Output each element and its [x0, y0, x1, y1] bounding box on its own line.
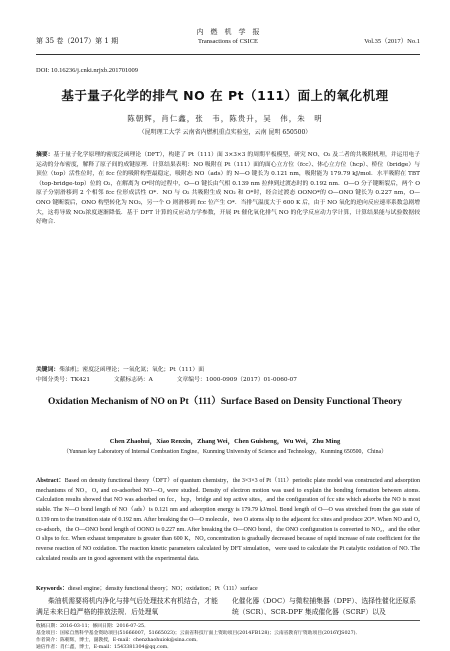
affiliation-en: （Yunnan key Laboratory of Internal Combustion Engine，Kunming University of Science and Technology，Kunming 650500，China） — [63, 449, 387, 455]
header-journal-cn: 内 燃 机 学 报 — [196, 28, 260, 36]
authors-cn: 陈朝辉，肖仁鑫，张 韦，陈贵升，吴 伟，朱 明 — [127, 114, 323, 123]
abstract-en — [36, 477, 420, 564]
header-issue-en: Vol.35（2017）No.1 — [364, 38, 420, 45]
article-number: 文章编号：1000-0909（2017）01-0060-07 — [176, 377, 297, 383]
abstract-en-text: Based on density functional theory（DFT）of quantum chemistry，the 3×3×3 of Pt（111）periodic plate model was constructed and adsorption mechanisms of NO，O₂ and co-adsorbed NO—O₂ were studied. Density of electron motion was used to explain the bonding formation between atoms. Calculation results showed that NO was adsorbed on fcc，hcp，bridge and top active sites，and the configuration of fcc site which adsorbs the NO is most stable. The N—O bond length of NO（ads）is 0.121 nm and adsorption energy is 179.79 kJ/mol. Bond length of O—O was stretched from the gas state of 0.139 nm to the transition state of 0.192 nm. After breaking the O—O molecule，two O atoms slip to the adjacent fcc sites and produce 2O*. When NO and O₂ co-adsorb，the O—ONO bond length of OONO is 0.227 nm. After breaking the O—ONO bond，the ONO configuration is converted to NO₂，and the other O slips to fcc. When exhaust temperature is greater than 600 K，NO₂ concentration is gradually decreased because of rapid increase of rate coefficient for the reverse reaction of NO oxidation. The reaction kinetic parameters calculated by DFT simulation，were used to calculate the Pt catalytic oxidation of NO. The calculated results are in good agreement with the experimental data. — [36, 478, 421, 562]
affiliation-cn: （昆明理工大学 云南省内燃机重点实验室，云南 昆明 650500） — [138, 129, 312, 136]
running-header — [36, 14, 420, 55]
abstract-cn — [36, 151, 420, 228]
clc-number: 中图分类号：TK421 — [36, 377, 91, 383]
authors-en: Chen Zhaohui，Xiao Renxin，Zhang Wei，Chen Guisheng，Wu Wei，Zhu Ming — [109, 438, 341, 445]
footnote-author: 作者简介：陈朝辉，博士，副教授，E-mail：chenzhaohuiok@sina.com． — [36, 638, 202, 643]
footnote-funding: 基金项目：国家自然科学基金资助项目(51666007，51665023)；云南省科技厅面上资助项目(2014FB128)；云南省教育厅资助项目(2016YJS027)． — [36, 631, 361, 636]
footnote-corresponding: 通信作者：肖仁鑫，博士，E-mail：1543381304@qq.com． — [36, 645, 172, 650]
doi: DOI: 10.16236/j.cnki.nrjxb.201701009 — [36, 67, 139, 74]
keywords-cn-label: 关键词： — [36, 367, 60, 373]
abstract-cn-label: 摘要： — [36, 152, 54, 158]
header-journal — [36, 27, 420, 47]
keywords-en — [36, 583, 420, 592]
keywords-cn — [36, 364, 204, 373]
footnote-received: 收稿日期：2016-03-11；修回日期：2016-07-25． — [36, 624, 149, 629]
document-code: 文献标志码：A — [113, 377, 153, 383]
title-cn: 基于量子化学的排气 NO 在 Pt（111）面上的氧化机理 — [61, 88, 389, 103]
body-column-right: 化催化器（DOC）与微粒捕集器（DPF）、选择性催化还原系统（SCR）、SCR-DPF 集成催化器（SCRF）以及 — [232, 597, 416, 616]
header-journal-en: Transactions of CSICE — [197, 38, 259, 45]
abstract-cn-text: 基于量子化学原理的密度泛函理论（DFT），构建了 Pt（111）面 3×3×3 的周期平板模型，研究 NO、O₂ 及二者的共吸附机理，并运用电子运动的分布密度，解释了原子间的成键原理．计算结果表明：NO 吸附在 Pt（111）面的面心立方位（fcc）、体心立方位（hcp）、桥位（bridge）与顶位（top）活性位时，在 fcc 位的吸附构型最稳定，吸附态 NO（ads）的 N—O 键长为 0.121 nm，吸附能为 179.79 kJ/mol．水平吸附在 TBT（top-bridge-top）位的 O₂，在解离为 O*时的过程中，O—O 键长由气相 0.139 nm 拉伸到过渡态时的 0.192 nm．O—O 分子键断裂后，两个 O 原子分别滑移到 2 个相邻 fcc 位形成活性 O*．NO 与 O₂ 共吸附生成 NO₂ 和 O*时，经合过渡态 OONO*的 O—ONO 键长为 0.227 nm，O—ONO 键断裂后，ONO 构型转化为 NO₂，另一个 O 则滑移到 fcc 位产生 O*．当排气温度大于 600 K 后，由于 NO 氧化的逆向反应速率系数急剧增大，这将导致 NO₂浓度逐渐降低．基于 DFT 计算的反应动力学参数，开展 Pt 催化氧化排气 NO 的化学反应动力学计算，计算结果能与试验数据较好吻合． — [36, 152, 420, 226]
abstract-en-label: Abstract： — [36, 478, 65, 484]
footnotes — [36, 620, 420, 651]
classification-cn — [36, 374, 420, 383]
keywords-en-text: diesel engine；density functional theory；NO；oxidation；Pt（111）surface — [68, 586, 258, 592]
title-en: Oxidation Mechanism of NO on Pt（111）Surface Based on Density Functional Theory — [48, 397, 402, 407]
body-column-left: 柴油机需要将机内净化与排气后处理技术有机结合，才能满足未来日趋严格的排放法规．后处理氧 — [36, 597, 218, 616]
keywords-en-label: Keywords： — [36, 586, 68, 592]
keywords-cn-text: 柴油机；密度泛函理论；一氧化氮；氧化；Pt（111）面 — [59, 367, 205, 373]
header-issue-cn: 第 35 卷（2017）第 1 期 — [36, 37, 119, 45]
